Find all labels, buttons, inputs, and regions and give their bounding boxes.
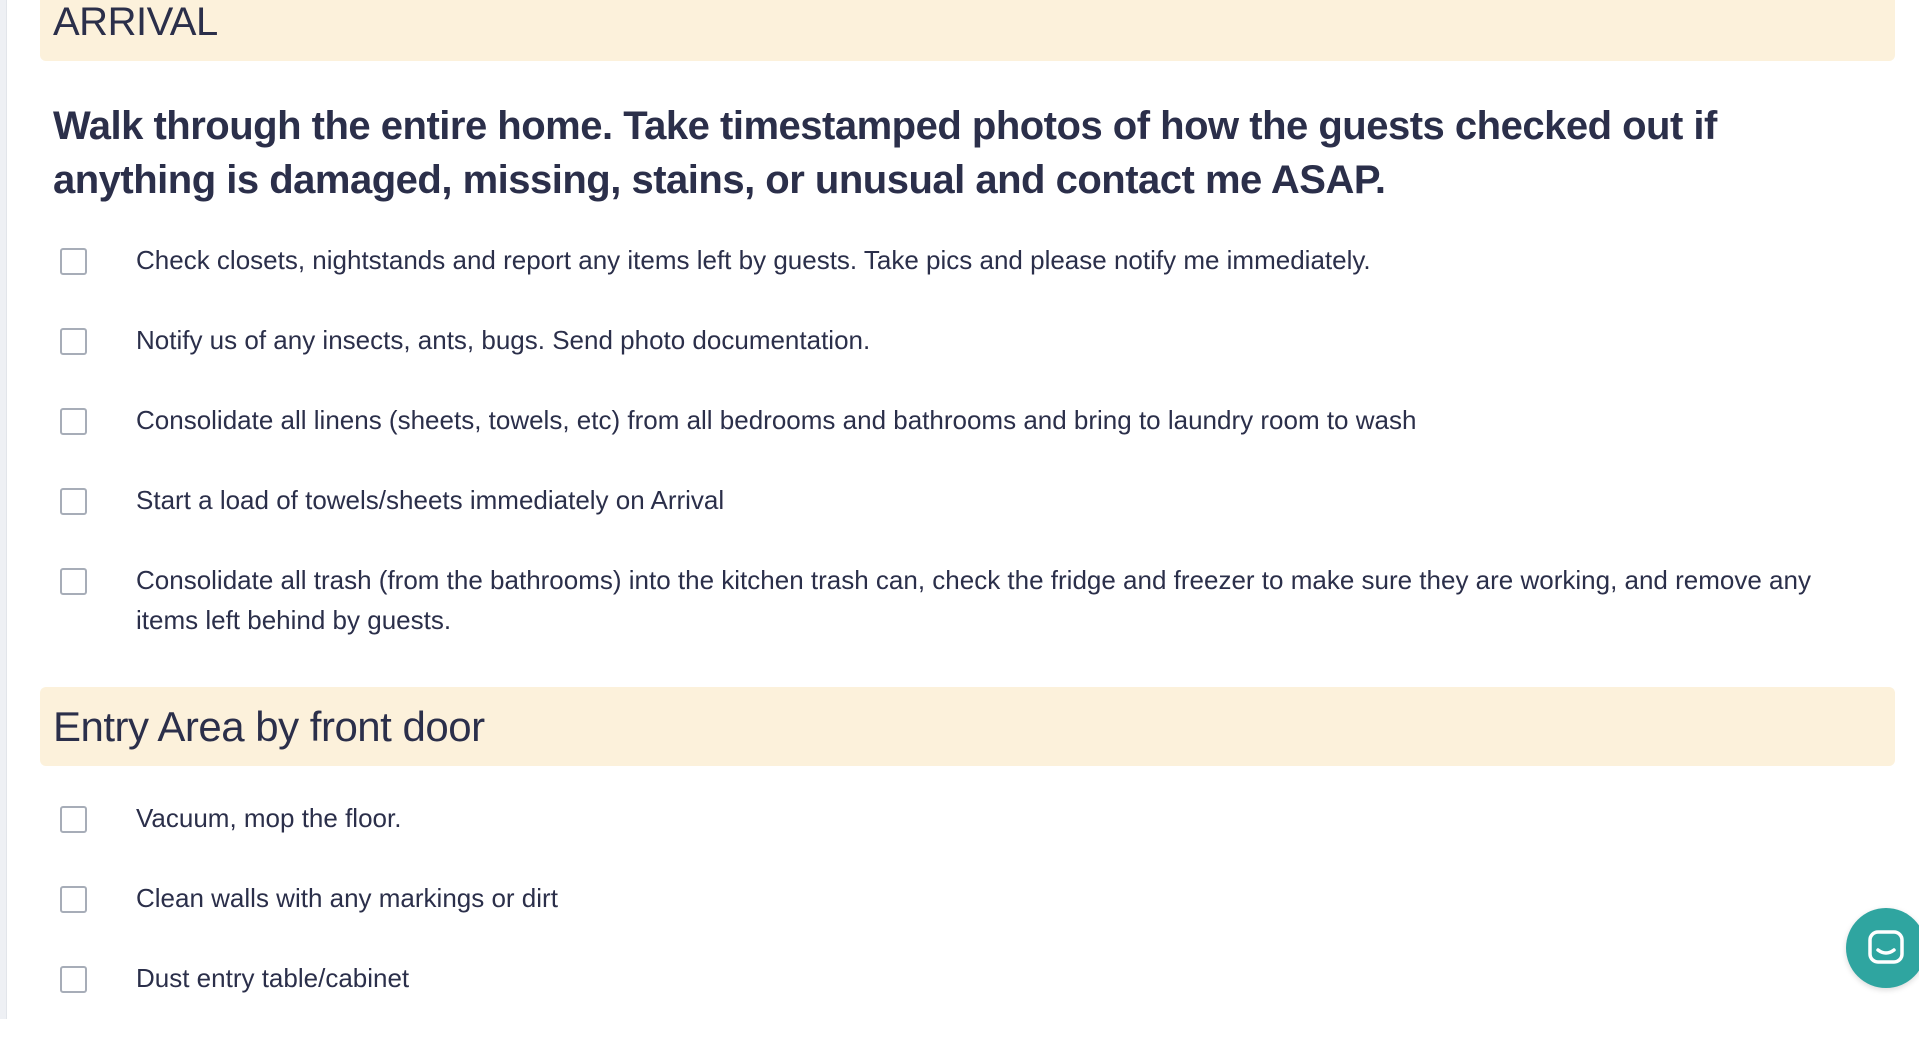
task-checkbox[interactable] (60, 966, 87, 993)
task-label: Clean walls with any markings or dirt (136, 883, 558, 913)
task-checkbox[interactable] (60, 886, 87, 913)
chat-launcher-button[interactable] (1846, 908, 1919, 988)
task-item (60, 885, 1895, 918)
checklist-content (40, 0, 1895, 1045)
task-item (60, 805, 1895, 838)
section-intro: Walk through the entire home. Take timestamped photos of how the guests checked out if anything is damaged, missing, stains, or unusual and contact me ASAP. (53, 104, 1717, 202)
task-checkbox[interactable] (60, 408, 87, 435)
task-label: Check closets, nightstands and report any items left by guests. Take pics and please notify me immediately. (136, 245, 1371, 275)
task-label: Notify us of any insects, ants, bugs. Send photo documentation. (136, 325, 871, 355)
section-title: Entry Area by front door (53, 702, 485, 750)
task-checkbox[interactable] (60, 328, 87, 355)
task-item (60, 567, 1895, 640)
task-list-entry-area (40, 805, 1895, 998)
task-label: Dust entry table/cabinet (136, 963, 410, 993)
task-item (60, 965, 1895, 998)
chat-bubble-icon (1866, 928, 1906, 968)
task-item (60, 407, 1895, 440)
task-checkbox[interactable] (60, 488, 87, 515)
task-item (60, 327, 1895, 360)
section-title: ARRIVAL (53, 0, 218, 44)
task-label: Consolidate all trash (from the bathrooms) into the kitchen trash can, check the fridge and freezer to make sure they are working, and remove any items left behind by guests. (136, 565, 1811, 635)
left-sidebar-edge (0, 0, 7, 1019)
task-list-arrival (40, 247, 1895, 640)
task-checkbox[interactable] (60, 568, 87, 595)
task-checkbox[interactable] (60, 806, 87, 833)
section-header-entry-area (40, 687, 1895, 766)
task-item (60, 247, 1895, 280)
task-label: Vacuum, mop the floor. (136, 803, 402, 833)
task-item (60, 487, 1895, 520)
task-label: Start a load of towels/sheets immediately on Arrival (136, 485, 725, 515)
section-header-arrival (40, 0, 1895, 61)
task-checkbox[interactable] (60, 248, 87, 275)
task-label: Consolidate all linens (sheets, towels, etc) from all bedrooms and bathrooms and bring to laundry room to wash (136, 405, 1417, 435)
